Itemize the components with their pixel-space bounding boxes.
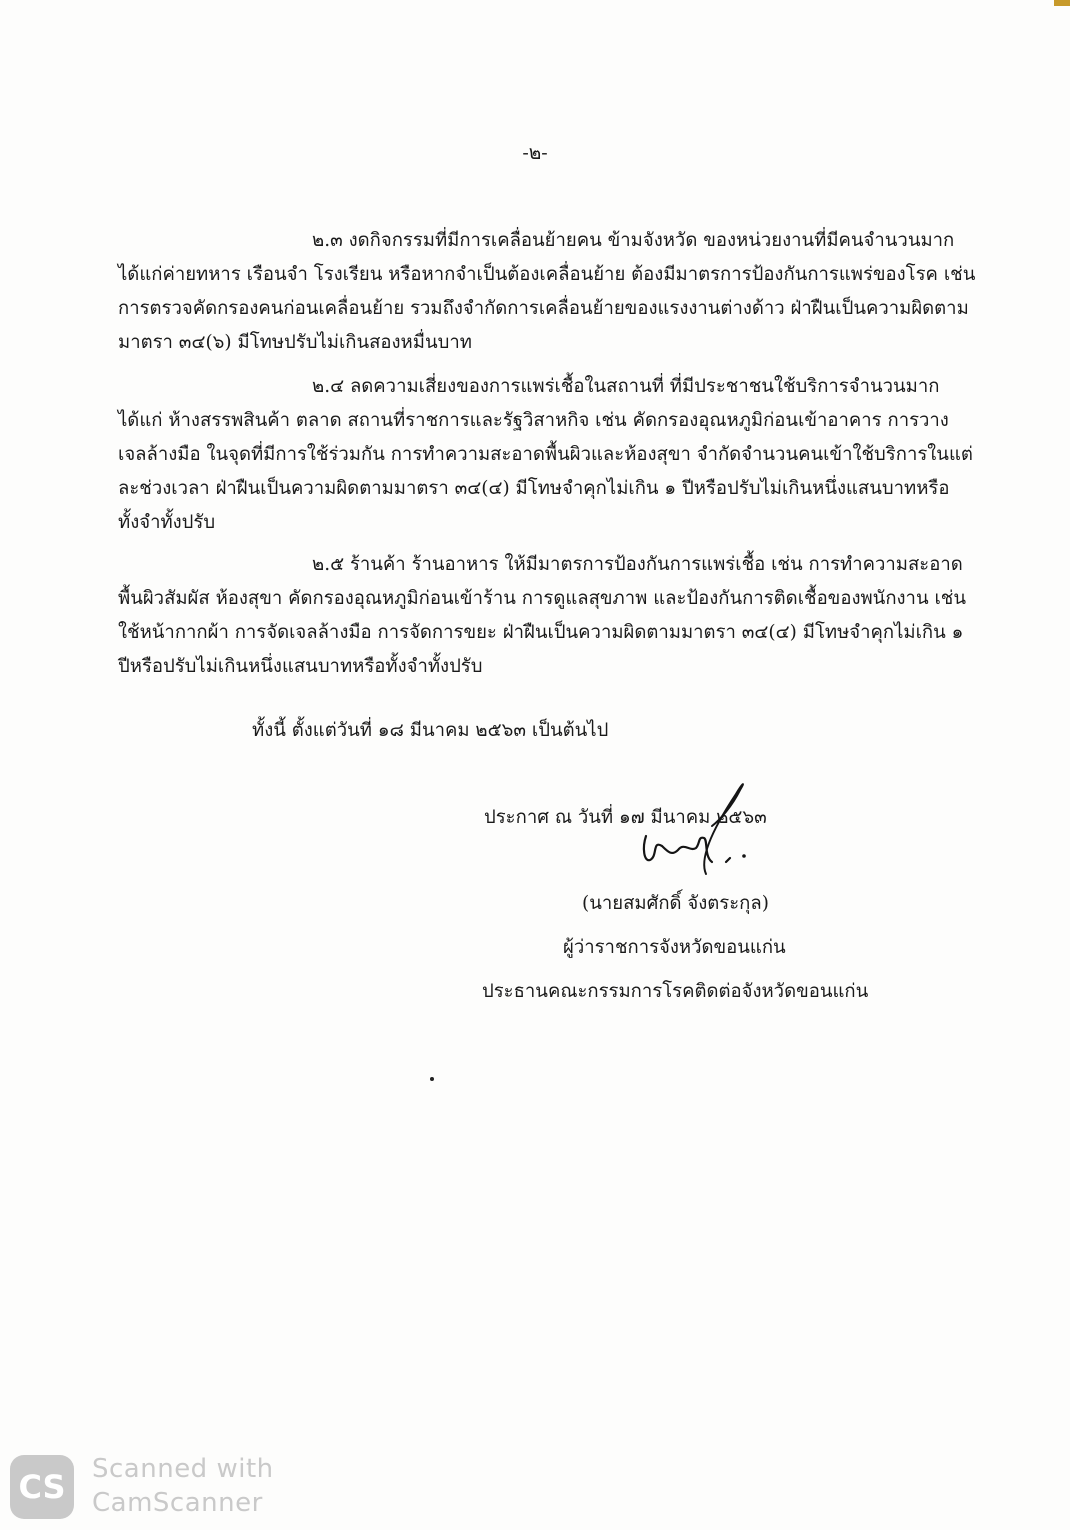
corner-mark <box>1054 0 1070 6</box>
signatory-title: ผู้ว่าราชการจังหวัดขอนแก่น <box>563 937 786 958</box>
paragraph-line: พื้นผิวสัมผัส ห้องสุขา คัดกรองอุณหภูมิก่อนเข้าร้าน การดูแลสุขภาพ และป้องกันการติดเชื้อของพนักงาน เช่น <box>118 588 966 609</box>
paragraph-2-5 <box>118 548 966 684</box>
signatory-title-committee: ประธานคณะกรรมการโรคติดต่อจังหวัดขอนแก่น <box>482 981 869 1002</box>
paragraph-line: ๒.๓ งดกิจกรรมที่มีการเคลื่อนย้ายคน ข้ามจังหวัด ของหน่วยงานที่มีคนจำนวนมาก <box>312 230 955 251</box>
camscanner-logo-text: CS <box>18 1468 66 1506</box>
paragraph-line: การตรวจคัดกรองคนก่อนเคลื่อนย้าย รวมถึงจำกัดการเคลื่อนย้ายของแรงงานต่างด้าว ฝ่าฝืนเป็นความผิดตาม <box>118 298 969 319</box>
camscanner-watermark <box>10 1452 290 1522</box>
paragraph-2-4 <box>118 370 973 540</box>
paragraph-line: มาตรา ๓๔(๖) มีโทษปรับไม่เกินสองหมื่นบาท <box>118 332 472 353</box>
paragraph-2-3 <box>118 224 976 360</box>
watermark-line-1: Scanned with <box>92 1454 274 1484</box>
paragraph-line: เจลล้างมือ ในจุดที่มีการใช้ร่วมกัน การทำความสะอาดพื้นผิวและห้องสุขา จำกัดจำนวนคนเข้าใช้บริการในแต่ <box>118 444 973 465</box>
paragraph-line: ละช่วงเวลา ฝ่าฝืนเป็นความผิดตามมาตรา ๓๔(๔) มีโทษจำคุกไม่เกิน ๑ ปีหรือปรับไม่เกินหนึ่งแสนบาทหรือ <box>118 478 950 499</box>
paragraph-line: ๒.๕ ร้านค้า ร้านอาหาร ให้มีมาตรการป้องกันการแพร่เชื้อ เช่น การทำความสะอาด <box>312 554 963 575</box>
handwritten-signature <box>628 776 768 876</box>
paragraph-line: ใช้หน้ากากผ้า การจัดเจลล้างมือ การจัดการขยะ ฝ่าฝืนเป็นความผิดตามมาตรา ๓๔(๔) มีโทษจำคุกไม่เกิน ๑ <box>118 622 964 643</box>
paragraph-line: ได้แก่ ห้างสรรพสินค้า ตลาด สถานที่ราชการและรัฐวิสาหกิจ เช่น คัดกรองอุณหภูมิก่อนเข้าอาคาร การวาง <box>118 410 949 431</box>
page-number: -๒- <box>522 142 548 164</box>
paragraph-line: ปีหรือปรับไม่เกินหนึ่งแสนบาทหรือทั้งจำทั้งปรับ <box>118 656 483 677</box>
announcement-date: ประกาศ ณ วันที่ ๑๗ มีนาคม ๒๕๖๓ <box>484 807 767 828</box>
watermark-line-2: CamScanner <box>92 1488 263 1518</box>
paragraph-line: ๒.๔ ลดความเสี่ยงของการแพร่เชื้อในสถานที่ ที่มีประชาชนใช้บริการจำนวนมาก <box>312 376 940 397</box>
stray-dot <box>430 1077 434 1081</box>
paragraph-line: ได้แก่ค่ายทหาร เรือนจำ โรงเรียน หรือหากจำเป็นต้องเคลื่อนย้าย ต้องมีมาตรการป้องกันการแพร่ของโรค เช่น <box>118 264 976 285</box>
paragraph-line: ทั้งจำทั้งปรับ <box>118 512 216 533</box>
effective-date-statement: ทั้งนี้ ตั้งแต่วันที่ ๑๘ มีนาคม ๒๕๖๓ เป็นต้นไป <box>252 720 609 741</box>
signatory-name: (นายสมศักดิ์ จังตระกุล) <box>582 893 769 914</box>
